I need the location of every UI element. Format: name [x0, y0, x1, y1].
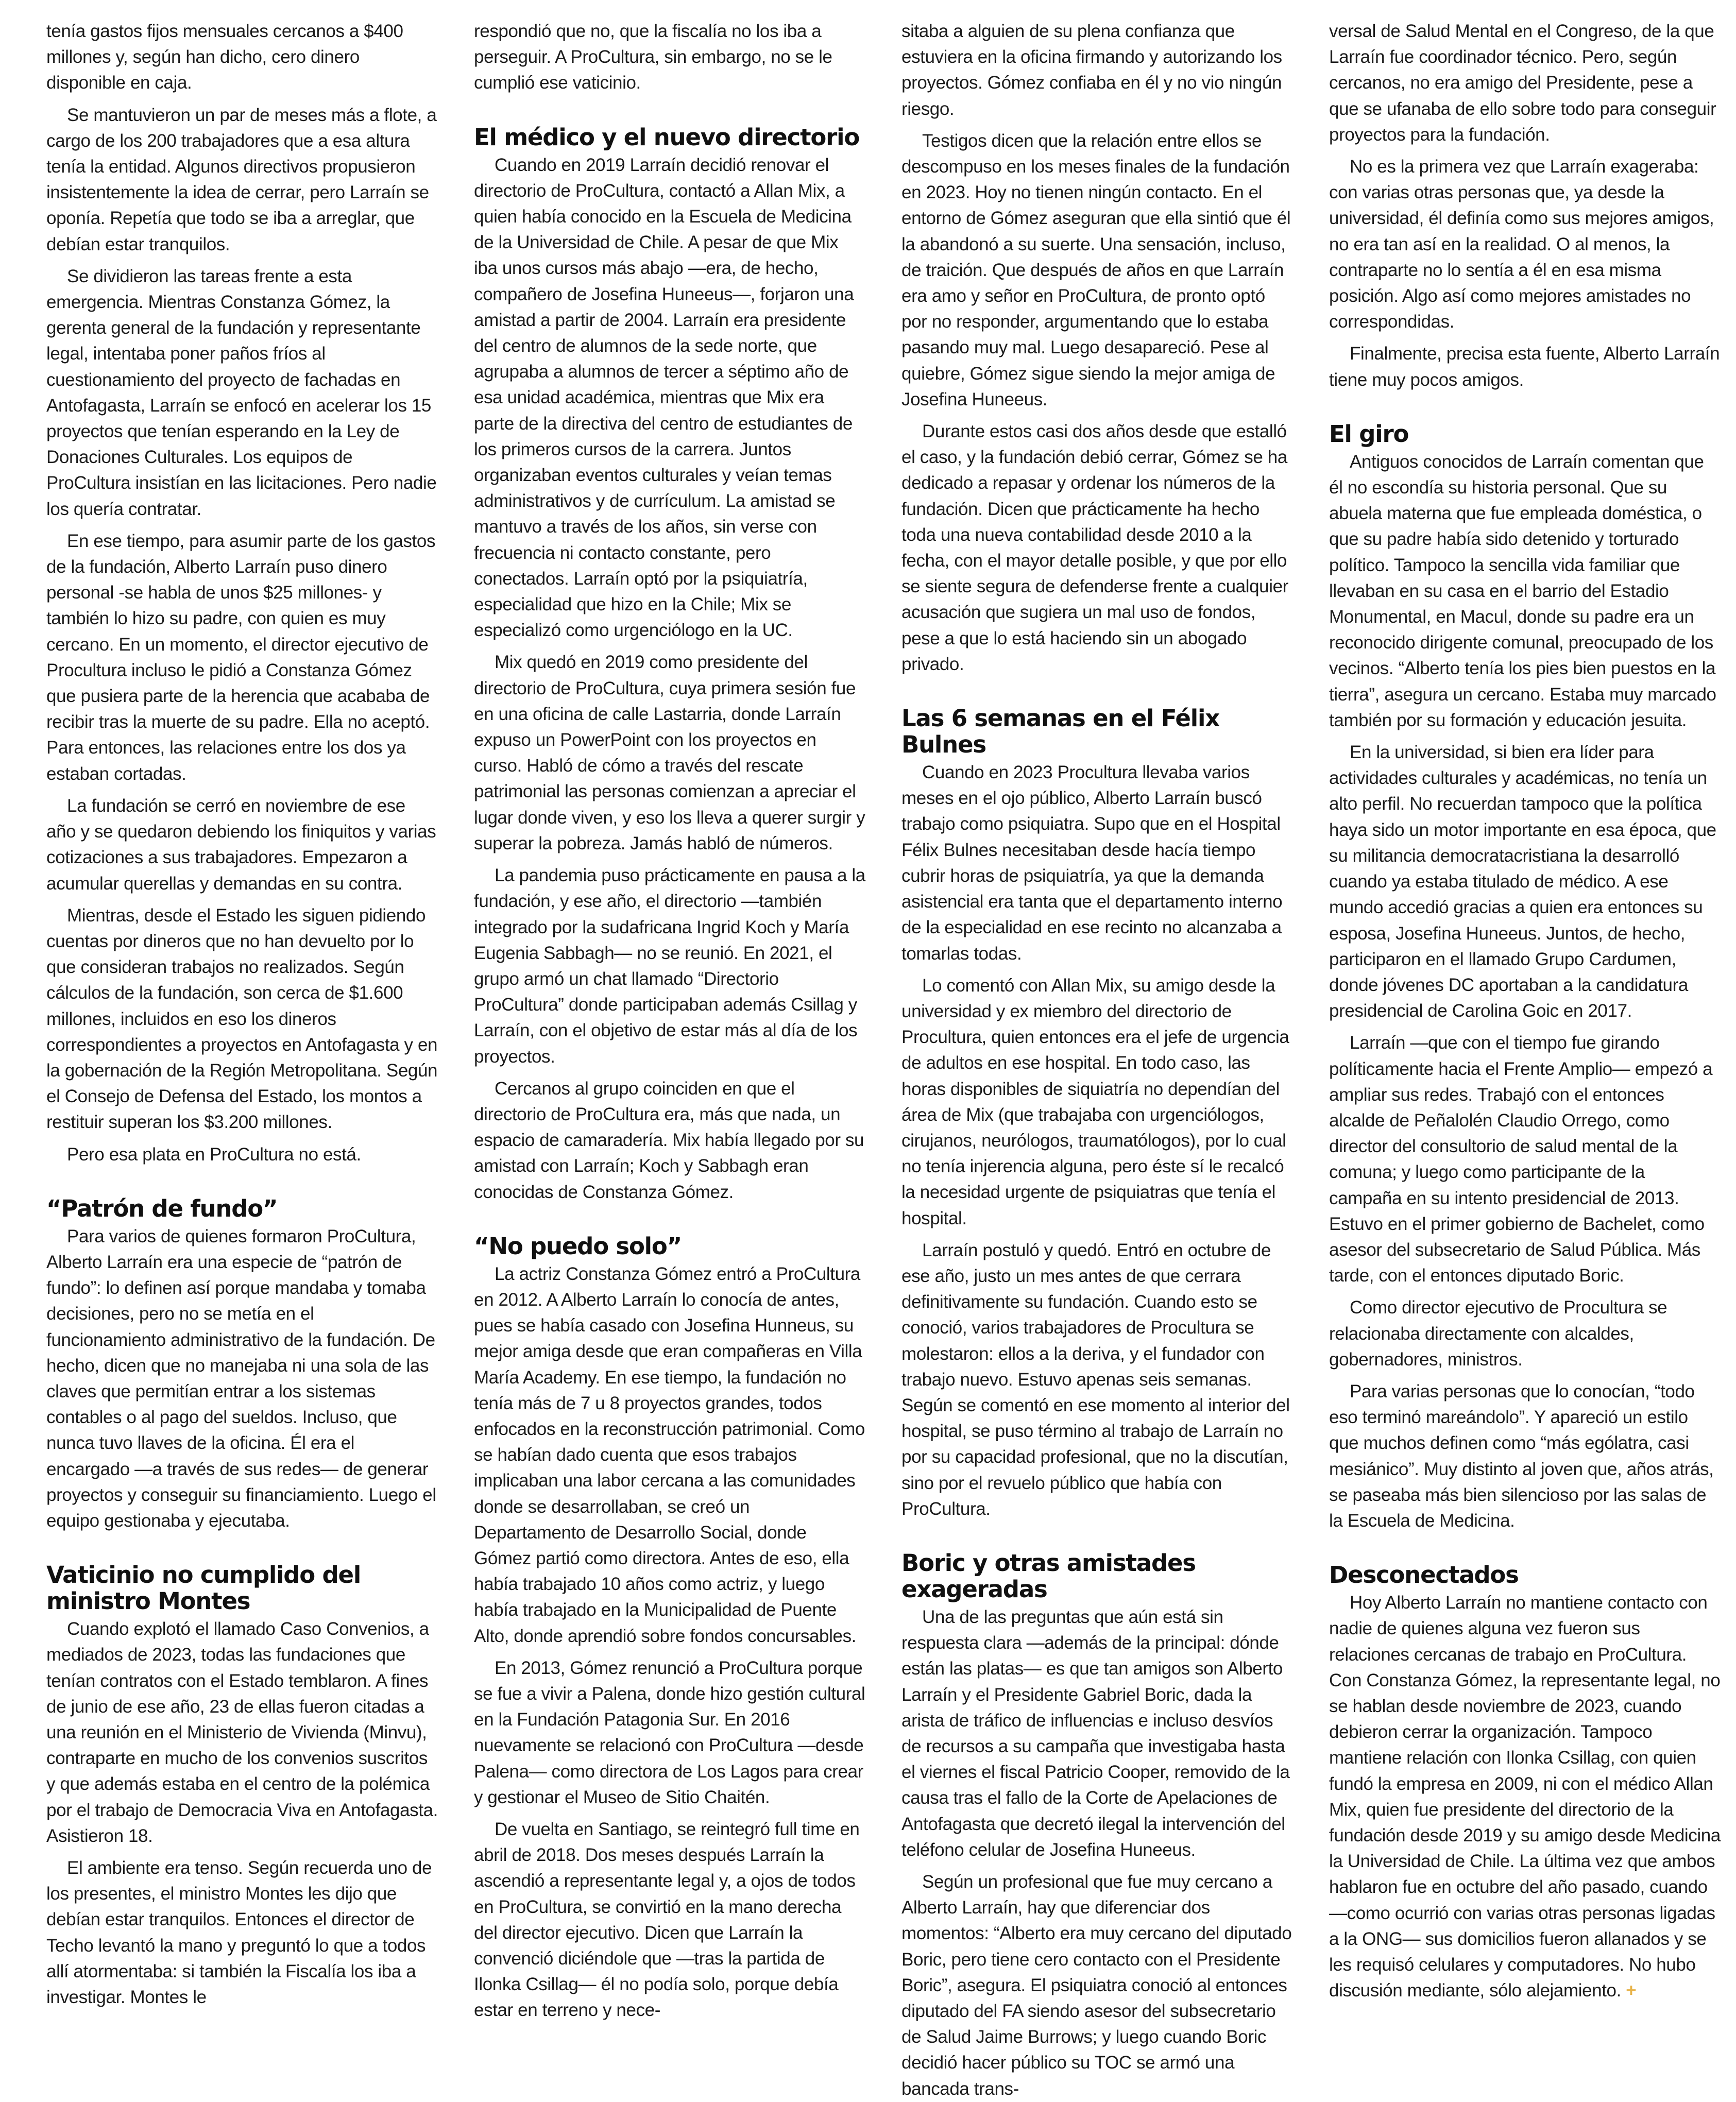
paragraph-text: No es la primera vez que Larraín exageraba: con varias otras personas que, ya desde la universidad, él definía como sus mejores amigos, no era tan así en la realidad. O al menos, la contraparte no lo sentía a él en esa misma posición. Algo así como mejores amistades no correspondidas. — [1329, 157, 1714, 332]
paragraph — [46, 102, 438, 258]
paragraph — [1329, 154, 1721, 335]
paragraph-text: Mix quedó en 2019 como presidente del directorio de ProCultura, cuya primera sesión fue en una oficina de calle Lastarria, donde Larraín expuso un PowerPoint con los proyectos en curso. Habló de cómo a través del rescate patrimonial las personas comienzan a apreciar el lugar donde viven, y eso los lleva a querer surgir y superar la pobreza. Jamás habló de números. — [474, 652, 865, 853]
paragraph — [1329, 1590, 1721, 2004]
paragraph — [1329, 341, 1721, 392]
paragraph-text: versal de Salud Mental en el Congreso, de la que Larraín fue coordinador técnico. Pero, según cercanos, no era amigo del Presidente, pese a que se ufanaba de ello sobre todo para conseguir proyectos para la fundación. — [1329, 21, 1716, 145]
paragraph-text: Hoy Alberto Larraín no mantiene contacto con nadie de quienes alguna vez fueron sus relaciones cercanas de trabajo en ProCultura. Con Constanza Gómez, la representante legal, no se hablan desde noviembre de 2023, cuando debieron cerrar la organización. Tampoco mantiene relación con Ilonka Csillag, con quien fundó la empresa en 2009, ni con el médico Allan Mix, quien fue presidente del directorio de la fundación desde 2019 y su amigo desde Medicina la Universidad de Chile. La última vez que ambos hablaron fue en octubre del año pasado, cuando —como ocurrió con varias otras personas ligadas a la ONG— sus domicilios fueron allanados y se les requisó celulares y computadores. No hubo discusión mediante, sólo alejamiento. — [1329, 1593, 1721, 2001]
paragraph — [474, 863, 865, 1070]
paragraph — [901, 973, 1293, 1232]
section-heading — [901, 705, 1293, 758]
paragraph — [901, 419, 1293, 677]
paragraph-text: Según un profesional que fue muy cercano a Alberto Larraín, hay que diferenciar dos momentos: “Alberto era muy cercano del diputado Boric, pero tiene cero contacto con el Presidente Boric”, asegura. El psiquiatra conoció al entonces diputado del FA siendo asesor del subsecretario de Salud Jaime Burrows; y luego cuando Boric decidió hacer público su TOC se armó una bancada trans- — [901, 1872, 1292, 2099]
paragraph — [474, 650, 865, 857]
paragraph-text: Se dividieron las tareas frente a esta emergencia. Mientras Constanza Gómez, la gerenta general de la fundación y representante legal, intentaba poner paños fríos al cuestionamiento del proyecto de fachadas en Antofagasta, Larraín se enfocó en acelerar los 15 proyectos que tenían esperando en la Ley de Donaciones Culturales. Los equipos de ProCultura insistían en las licitaciones. Pero nadie los quería contratar. — [46, 266, 437, 519]
paragraph — [46, 793, 438, 897]
paragraph-text: Lo comentó con Allan Mix, su amigo desde la universidad y ex miembro del directorio de Procultura, quien entonces era el jefe de urgencia de adultos en ese hospital. En todo caso, las horas disponibles de siquiatría no dependían del área de Mix (que trabajaba con urgenciólogos, cirujanos, neurólogos, traumatólogos), por lo cual no tenía injerencia alguna, pero éste sí le recalcó la necesidad urgente de psiquiatras que tenía el hospital. — [901, 975, 1289, 1228]
paragraph — [1329, 1379, 1721, 1534]
paragraph-text: Se mantuvieron un par de meses más a flote, a cargo de los 200 trabajadores que a esa altura tenía la entidad. Algunos directivos propusieron insistentemente la idea de cerrar, pero Larraín se oponía. Repetía que todo se iba a arreglar, que debían estar tranquilos. — [46, 105, 437, 254]
paragraph-text: Para varios de quienes formaron ProCultura, Alberto Larraín era una especie de “patrón de fundo”: lo definen así porque mandaba y tomaba decisiones, pero no se metía en el funcionamiento administrativo de la fundación. De hecho, dicen que no manejaba ni una sola de las claves que permitían entrar a los sistemas contables o al pago del sueldos. Incluso, que nunca tuvo llaves de la oficina. Él era el encargado —a través de sus redes— de generar proyectos y conseguir su financiamiento. Luego el equipo gestionaba y ejecutaba. — [46, 1226, 436, 1531]
heading-text: El médico y el nuevo directorio — [474, 123, 860, 151]
paragraph-text: Cercanos al grupo coinciden en que el directorio de ProCultura era, más que nada, un espacio de camaradería. Mix había llegado por su amistad con Larraín; Koch y Sabbagh eran conocidas de Constanza Gómez. — [474, 1078, 864, 1202]
paragraph — [474, 19, 865, 96]
paragraph — [474, 1817, 865, 2024]
paragraph-text: En la universidad, si bien era líder para actividades culturales y académicas, no tenía un alto perfil. No recuerdan tampoco que la política haya sido un motor importante en esa época, que su militancia democratacristiana la desarrolló cuando ya estaba titulado de médico. A ese mundo accedió gracias a quien era entonces su esposa, Josefina Huneeus. Juntos, de hecho, participaron en el llamado Grupo Cardumen, donde jóvenes DC aportaban a la candidatura presidencial de Carolina Goic en 2017. — [1329, 742, 1716, 1021]
section-heading — [474, 124, 865, 150]
heading-text: Desconectados — [1329, 1561, 1519, 1589]
paragraph — [46, 264, 438, 522]
column-3 — [901, 19, 1293, 2099]
paragraph — [46, 19, 438, 96]
paragraph-text: Para varias personas que lo conocían, “todo eso terminó mareándolo”. Y apareció un estilo que muchos definen como “más ególatra, casi mesiánico”. Muy distinto al joven que, años atrás, se paseaba más bien silencioso por las salas de la Escuela de Medicina. — [1329, 1381, 1714, 1531]
paragraph — [901, 19, 1293, 122]
paragraph — [1329, 1030, 1721, 1289]
section-heading — [1329, 421, 1721, 447]
paragraph — [46, 528, 438, 787]
paragraph — [46, 1855, 438, 2010]
paragraph-text: Una de las preguntas que aún está sin respuesta clara —además de la principal: dónde están las platas— es que tan amigos son Alberto Larraín y el Presidente Gabriel Boric, dada la arista de tráfico de influencias e incluso desvíos de recursos a su campaña que investigaba hasta el viernes el fiscal Patricio Cooper, removido de la causa tras el fallo de la Corte de Apelaciones de Antofagasta que decretó ilegal la intervención del teléfono celular de Josefina Huneeus. — [901, 1607, 1290, 1860]
paragraph-text: tenía gastos fijos mensuales cercanos a $400 millones y, según han dicho, cero dinero disponible en caja. — [46, 21, 403, 93]
paragraph — [1329, 740, 1721, 1024]
paragraph-text: Larraín —que con el tiempo fue girando políticamente hacia el Frente Amplio— empezó a ampliar sus redes. Trabajó con el entonces alcalde de Peñalolén Claudio Orrego, como director del consultorio de salud mental de la comuna; y luego como participante de la campaña en su intento presidencial de 2013. Estuvo en el primer gobierno de Bachelet, como asesor del subsecretario de Salud Pública. Más tarde, con el entonces diputado Boric. — [1329, 1033, 1713, 1286]
paragraph-text: sitaba a alguien de su plena confianza que estuviera en la oficina firmando y autorizando los proyectos. Gómez confiaba en él y no vio ningún riesgo. — [901, 21, 1282, 119]
paragraph-text: Cuando explotó el llamado Caso Convenios, a mediados de 2023, todas las fundaciones que tenían contratos con el Estado temblaron. A fines de junio de ese año, 23 de ellas fueron citadas a una reunión en el Ministerio de Vivienda (Minvu), contraparte en mucho de los convenios suscritos y que además estaba en el centro de la polémica por el trabajo de Democracia Viva en Antofagasta. Asistieron 18. — [46, 1619, 438, 1846]
paragraph-text: De vuelta en Santiago, se reintegró full time en abril de 2018. Dos meses después Larraín la ascendió a representante legal y, a ojos de todos en ProCultura, se convirtió en la mano derecha del director ejecutivo. Dicen que Larraín la convenció diciéndole que —tras la partida de Ilonka Csillag— él no podía solo, porque debía estar en terreno y nece- — [474, 1819, 860, 2021]
paragraph — [474, 152, 865, 644]
paragraph-text: Finalmente, precisa esta fuente, Alberto Larraín tiene muy pocos amigos. — [1329, 344, 1720, 390]
paragraph — [901, 128, 1293, 413]
paragraph — [474, 1261, 865, 1649]
column-4 — [1329, 19, 1721, 2091]
heading-text: “No puedo solo” — [474, 1232, 682, 1260]
section-heading — [474, 1233, 865, 1259]
paragraph — [901, 1238, 1293, 1522]
paragraph — [46, 1616, 438, 1849]
paragraph-text: Larraín postuló y quedó. Entró en octubre de ese año, justo un mes antes de que cerrara definitivamente su fundación. Cuando esto se conoció, varios trabajadores de Procultura se molestaron: ellos a la deriva, y el fundador con trabajo nuevo. Estuvo apenas seis semanas. Según se comentó en ese momento al interior del hospital, se puso término al trabajo de Larraín no por su capacidad profesional, que no la discutían, sino por el revuelo público que había con ProCultura. — [901, 1240, 1290, 1519]
paragraph — [1329, 1295, 1721, 1373]
paragraph — [46, 1142, 438, 1168]
heading-text: Las 6 semanas en el Félix Bulnes — [901, 705, 1220, 759]
end-mark-icon: + — [1626, 1980, 1637, 2001]
section-heading — [1329, 1562, 1721, 1588]
column-1 — [46, 19, 438, 2091]
paragraph-text: Durante estos casi dos años desde que estalló el caso, y la fundación debió cerrar, Gómez se ha dedicado a repasar y ordenar los números de la fundación. Dicen que prácticamente ha hecho toda una nueva contabilidad desde 2010 a la fecha, con el mayor detalle posible, y que por ello se siente segura de defenderse frente a cualquier acusación que sugiera un mal uso de fondos, pese a que lo está haciendo sin un abogado privado. — [901, 421, 1288, 674]
paragraph-text: El ambiente era tenso. Según recuerda uno de los presentes, el ministro Montes les dijo que debían estar tranquilos. Entonces el director de Techo levantó la mano y preguntó lo que a todos allí atormentaba: si también la Fiscalía los iba a investigar. Montes le — [46, 1858, 432, 2008]
paragraph-text: La pandemia puso prácticamente en pausa a la fundación, y ese año, el directorio —también integrado por la sudafricana Ingrid Koch y María Eugenia Sabbagh— no se reunió. En 2021, el grupo armó un chat llamado “Directorio ProCultura” donde participaban además Csillag y Larraín, con el objetivo de estar más al día de los proyectos. — [474, 865, 865, 1067]
paragraph — [1329, 449, 1721, 733]
heading-text: “Patrón de fundo” — [46, 1194, 278, 1222]
paragraph — [901, 760, 1293, 967]
column-2 — [474, 19, 865, 2091]
paragraph — [474, 1655, 865, 1810]
paragraph-text: Pero esa plata en ProCultura no está. — [67, 1144, 361, 1165]
paragraph — [1329, 19, 1721, 148]
heading-text: Boric y otras amistades exageradas — [901, 1549, 1196, 1603]
paragraph-text: respondió que no, que la fiscalía no los iba a perseguir. A ProCultura, sin embargo, no se le cumplió ese vaticinio. — [474, 21, 832, 93]
paragraph-text: Cuando en 2023 Procultura llevaba varios meses en el ojo público, Alberto Larraín buscó trabajo como psiquiatra. Supo que en el Hospital Félix Bulnes necesitaban desde hacía tiempo cubrir horas de psiquiatría, ya que la demanda asistencial era tanta que el departamento interno de la especialidad en ese recinto no alcanzaba a tomarlas todas. — [901, 762, 1283, 964]
paragraph-text: La fundación se cerró en noviembre de ese año y se quedaron debiendo los finiquitos y varias cotizaciones a sus trabajadores. Empezaron a acumular querellas y demandas en su contra. — [46, 795, 436, 894]
paragraph — [474, 1076, 865, 1205]
section-heading — [901, 1550, 1293, 1602]
paragraph — [901, 1869, 1293, 2102]
section-heading — [46, 1562, 438, 1614]
paragraph-text: La actriz Constanza Gómez entró a ProCultura en 2012. A Alberto Larraín lo conocía de antes, pues se había casado con Josefina Hunneus, su mejor amiga desde que eran compañeras en Villa María Academy. En ese tiempo, la fundación no tenía más de 7 u 8 proyectos grandes, todos enfocados en la reconstrucción patrimonial. Como se habían dado cuenta que esos trabajos implicaban una labor cercana a las comunidades donde se desarrollaban, se creó un Departamento de Desarrollo Social, donde Gómez partió como directora. Antes de eso, ella había trabajado 10 años como actriz, y luego había trabajado en la Municipalidad de Puente Alto, donde aprendió sobre fondos concursables. — [474, 1263, 865, 1646]
paragraph-text: En 2013, Gómez renunció a ProCultura porque se fue a vivir a Palena, donde hizo gestión cultural en la Fundación Patagonia Sur. En 2016 nuevamente se relacionó con ProCultura —desde Palena— como directora de Los Lagos para crear y gestionar el Museo de Sitio Chaitén. — [474, 1657, 865, 1807]
paragraph — [46, 1224, 438, 1534]
paragraph-text: Como director ejecutivo de Procultura se relacionaba directamente con alcaldes, gobernadores, ministros. — [1329, 1297, 1667, 1370]
paragraph-text: Cuando en 2019 Larraín decidió renovar el directorio de ProCultura, contactó a Allan Mix, a quien había conocido en la Escuela de Medicina de la Universidad de Chile. A pesar de que Mix iba unos cursos más abajo —era, de hecho, compañero de Josefina Huneeus—, forjaron una amistad a partir de 2004. Larraín era presidente del centro de alumnos de la sede norte, que agrupaba a alumnos de tercer a séptimo año de esa unidad académica, mientras que Mix era parte de la directiva del centro de estudiantes de los primeros cursos de la carrera. Juntos organizaban eventos culturales y veían temas administrativos y de currículum. La amistad se mantuvo a través de los años, sin verse con frecuencia ni contacto constante, pero conectados. Larraín optó por la psiquiatría, especialidad que hizo en la Chile; Mix se especializó como urgenciólogo en la UC. — [474, 155, 854, 641]
heading-text: El giro — [1329, 420, 1409, 448]
paragraph-text: Antiguos conocidos de Larraín comentan que él no escondía su historia personal. Que su abuela materna que fue empleada doméstica, o que su padre había sido detenido y torturado político. Tampoco la sencilla vida familiar que llevaban en su casa en el barrio del Estadio Monumental, en Macul, donde su padre era un reconocido dirigente comunal, preocupado de los vecinos. “Alberto tenía los pies bien puestos en la tierra”, asegura un cercano. Estaba muy marcado también por su formación y educación jesuita. — [1329, 451, 1716, 730]
paragraph — [46, 903, 438, 1136]
paragraph — [901, 1604, 1293, 1863]
paragraph-text: Mientras, desde el Estado les siguen pidiendo cuentas por dineros que no han devuelto por lo que consideran trabajos no realizados. Según cálculos de la fundación, son cerca de $1.600 millones, incluidos en eso los dineros correspondientes a proyectos en Antofagasta y en la gobernación de la Región Metropolitana. Según el Consejo de Defensa del Estado, los montos a restituir superan los $3.200 millones. — [46, 905, 438, 1133]
heading-text: Vaticinio no cumplido del ministro Montes — [46, 1561, 361, 1615]
paragraph-text: En ese tiempo, para asumir parte de los gastos de la fundación, Alberto Larraín puso dinero personal -se habla de unos $25 millones- y también lo hizo su padre, con quien es muy cercano. En un momento, el director ejecutivo de Procultura incluso le pidió a Constanza Gómez que pusiera parte de la herencia que acababa de recibir tras la muerte de su padre. Ella no aceptó. Para entonces, las relaciones entre los dos ya estaban cortadas. — [46, 531, 436, 784]
section-heading — [46, 1195, 438, 1222]
paragraph-text: Testigos dicen que la relación entre ellos se descompuso en los meses finales de la fundación en 2023. Hoy no tienen ningún contacto. En el entorno de Gómez aseguran que ella sintió que él la abandonó a su suerte. Una sensación, incluso, de traición. Que después de años en que Larraín era amo y señor en ProCultura, de pronto optó por no responder, argumentando que lo estaba pasando muy mal. Luego desapareció. Pese al quiebre, Gómez sigue siendo la mejor amiga de Josefina Huneeus. — [901, 130, 1291, 409]
